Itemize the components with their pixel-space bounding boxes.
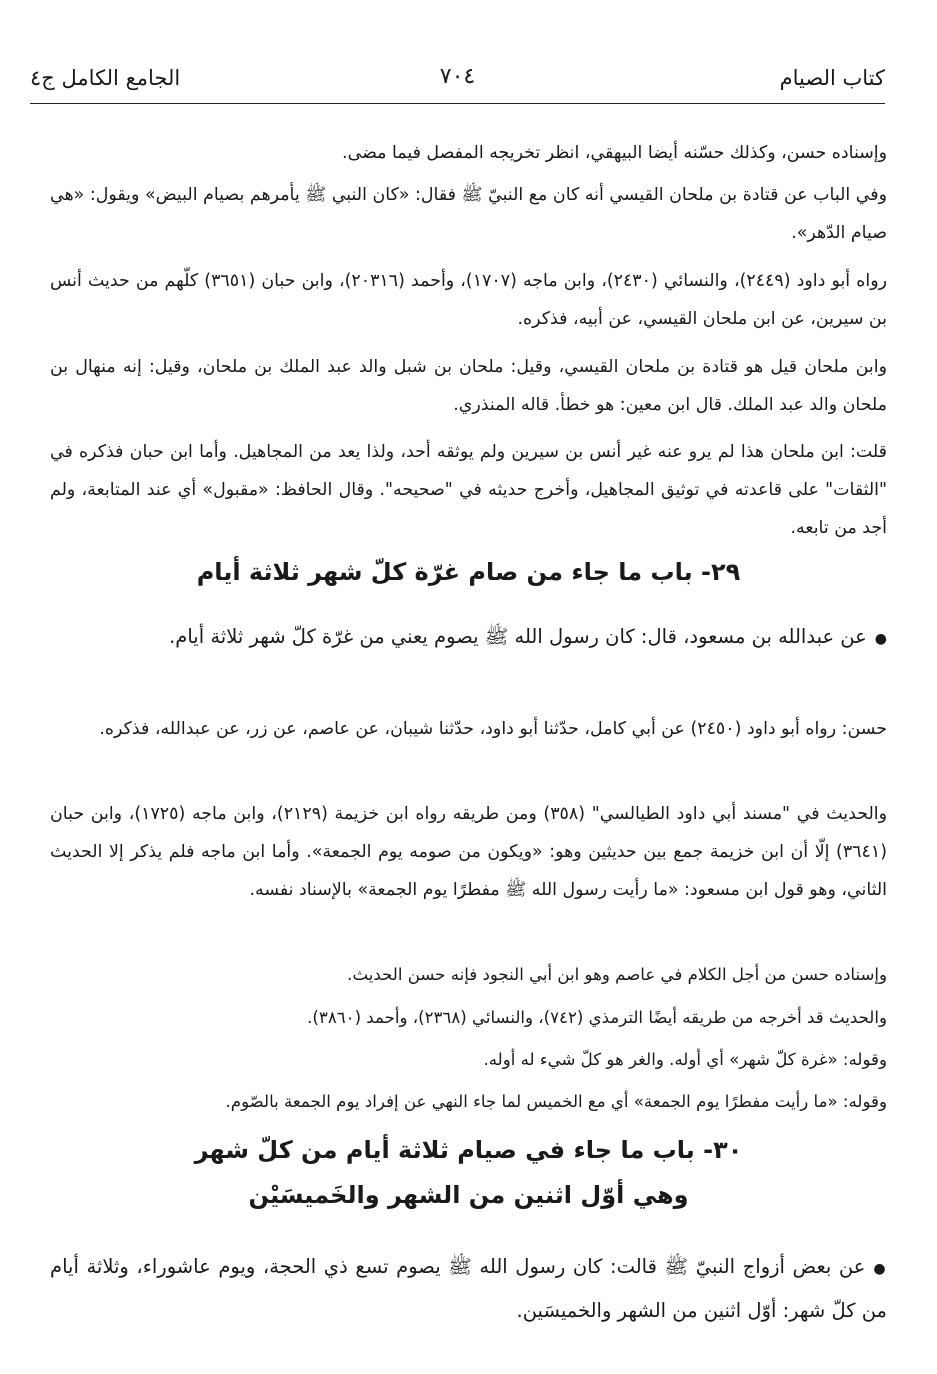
paragraph-ghurra: وقوله: «غرة كلّ شهر» أي أوله. والغر هو كلّ شيء له أوله. — [483, 1050, 887, 1069]
paragraph-muftir: وقوله: «ما رأيت مفطرًا يوم الجمعة» أي مع الخميس لما جاء النهي عن إفراد يوم الجمعة بالصّوم. — [225, 1092, 887, 1111]
hadith-30 — [50, 1246, 887, 1332]
paragraph-isnad-asim: وإسناده حسن من أجل الكلام في عاصم وهو ابن أبي النجود فإنه حسن الحديث. — [347, 965, 887, 984]
hadith-29 — [50, 616, 887, 660]
paragraph-tirmidhi: والحديث قد أخرجه من طريقه أيضًا الترمذي (٧٤٢)، والنسائي (٢٣٦٨)، وأحمد (٣٨٦٠). — [307, 1008, 887, 1027]
hadith-29-text: عن عبدالله بن مسعود، قال: كان رسول الله ﷺ يصوم يعني من غرّة كلّ شهر ثلاثة أيام. — [169, 625, 867, 648]
chapter-title: كتاب الصيام — [779, 66, 885, 90]
page-header — [30, 62, 885, 98]
bullet-icon: ● — [874, 631, 887, 647]
paragraph-isnad-hasan: وإسناده حسن، وكذلك حسّنه أيضا البيهقي، انظر تخريجه المفصل فيما مضى. — [342, 143, 887, 163]
book-title: الجامع الكامل ج٤ — [30, 66, 181, 90]
page-number: ٧٠٤ — [439, 64, 476, 89]
chapter-heading-29: ٢٩- باب ما جاء من صام غرّة كلّ شهر ثلاثة أيام — [196, 558, 741, 586]
hadith-30-text: عن بعض أزواج النبيّ ﷺ قالت: كان رسول الله ﷺ يصوم تسع ذي الحجة، ويوم عاشوراء، وثلاثة أيام من كلّ شهر: أوّل اثنين من الشهر والخميسَين. — [50, 1255, 887, 1322]
paragraph-musnad-tayalisi: والحديث في "مسند أبي داود الطيالسي" (٣٥٨) ومن طريقه رواه ابن خزيمة (٢١٢٩)، وابن ماجه (١٧٢٥)، وابن حبان (٣٦٤١) إلّا أن ابن خزيمة جمع بين حديثين وهو: «ويكون من صومه يوم الجمعة». وأما ابن ماجه فلم يذكر إلا الحديث الثاني، وهو قول ابن مسعود: «ما رأيت رسول الله ﷺ مفطرًا يوم الجمعة» بالإسناد نفسه. — [50, 804, 887, 900]
header-rule — [30, 103, 885, 104]
chapter-heading-30: ٣٠- باب ما جاء في صيام ثلاثة أيام من كلّ شهر — [194, 1136, 743, 1164]
paragraph-takhrij: رواه أبو داود (٢٤٤٩)، والنسائي (٢٤٣٠)، وابن ماجه (١٧٠٧)، وأحمد (٢٠٣١٦)، وابن حبان (٣٦٥١) كلّهم من حديث أنس بن سيرين، عن ابن ملحان القيسي، عن أبيه، فذكره. — [50, 271, 887, 329]
paragraph-ibn-milhan: وابن ملحان قيل هو قتادة بن ملحان القيسي، وقيل: ملحان بن شبل والد عبد الملك بن ملحان، وقيل: إنه منهال بن ملحان والد عبد الملك. قال ابن معين: هو خطأ. قاله المنذري. — [50, 357, 887, 415]
paragraph-fil-bab: وفي الباب عن قتادة بن ملحان القيسي أنه كان مع النبيّ ﷺ فقال: «كان النبي ﷺ يأمرهم بصيام البيض» ويقول: «هي صيام الدّهر». — [50, 185, 887, 243]
paragraph-hasan-abu-dawud: حسن: رواه أبو داود (٢٤٥٠) عن أبي كامل، حدّثنا أبو داود، حدّثنا شيبان، عن عاصم، عن زر، عن عبدالله، فذكره. — [99, 719, 887, 739]
bullet-icon: ● — [873, 1261, 887, 1277]
chapter-heading-30-subtitle: وهي أوّل اثنين من الشهر والخَميسَيْن — [248, 1181, 689, 1209]
paragraph-qultu: قلت: ابن ملحان هذا لم يرو عنه غير أنس بن سيرين ولم يوثقه أحد، ولذا يعد من المجاهيل. وأما ابن حبان فذكره في "الثقات" على قاعدته في توثيق المجاهيل، وأخرج حديثه في "صحيحه". وقال الحافظ: «مقبول» أي عند المتابعة، ولم أجد من تابعه. — [50, 442, 887, 538]
